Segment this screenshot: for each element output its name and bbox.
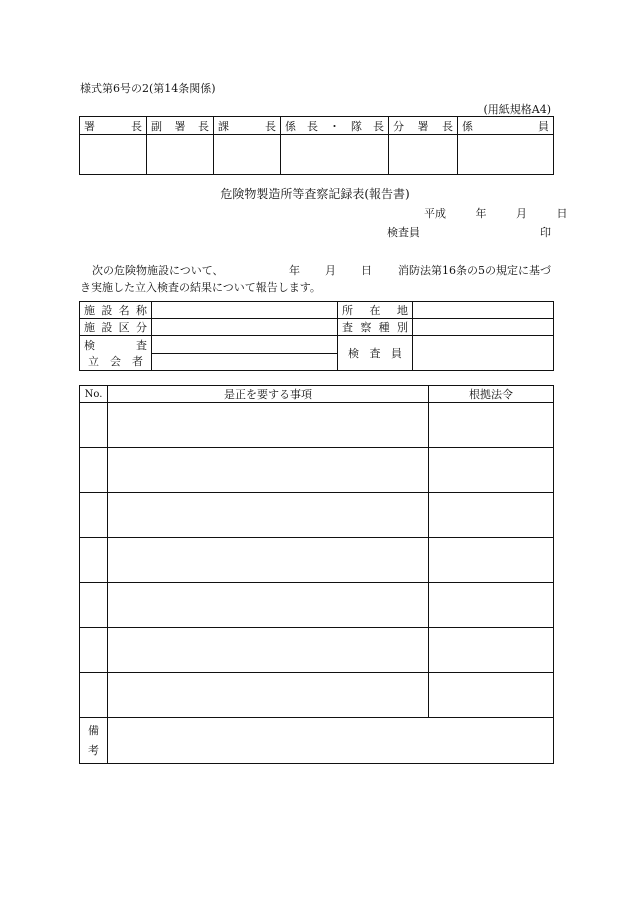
facility-category-char: 区 bbox=[118, 321, 130, 334]
facility-name-char: 名 bbox=[118, 304, 130, 317]
approval-box[interactable] bbox=[80, 135, 147, 175]
facility-name-char: 施 bbox=[84, 304, 95, 317]
witness-label bbox=[84, 337, 147, 369]
approval-header-char: 長 bbox=[198, 119, 209, 133]
approval-box[interactable] bbox=[281, 135, 389, 175]
finding-item-cell[interactable] bbox=[108, 448, 429, 493]
approval-header-char: 長 bbox=[265, 119, 276, 133]
approval-header-char: 副 bbox=[151, 119, 162, 133]
approval-header-char: 署 bbox=[84, 119, 95, 133]
approval-header-char: 長 bbox=[307, 119, 318, 133]
witness-char: 検 bbox=[84, 339, 95, 352]
finding-no-cell[interactable] bbox=[80, 493, 108, 538]
inspector-char: 検 bbox=[348, 347, 359, 360]
witness-char: 者 bbox=[132, 355, 143, 368]
col-item-header: 是正を要する事項 bbox=[108, 386, 429, 403]
finding-item-cell[interactable] bbox=[108, 538, 429, 583]
body-month[interactable]: 月 bbox=[325, 264, 336, 277]
table-row bbox=[80, 403, 554, 448]
inspector-char: 査 bbox=[369, 347, 381, 360]
form-number: 様式第6号の2(第14条関係) bbox=[80, 82, 216, 95]
approval-header-char: 長 bbox=[373, 119, 384, 133]
finding-law-cell[interactable] bbox=[429, 583, 554, 628]
approval-header-3 bbox=[214, 117, 281, 135]
body-line-1-a: 次の危険物施設について、 bbox=[92, 264, 224, 277]
body-day[interactable]: 日 bbox=[361, 264, 372, 277]
findings-table bbox=[79, 385, 554, 764]
finding-law-cell[interactable] bbox=[429, 448, 554, 493]
approval-header-char: 隊 bbox=[351, 119, 362, 133]
approval-header-char: 員 bbox=[538, 119, 549, 133]
remarks-field[interactable] bbox=[108, 718, 554, 764]
date-line bbox=[424, 205, 568, 221]
approval-box[interactable] bbox=[389, 135, 458, 175]
location-field[interactable] bbox=[413, 302, 554, 319]
approval-header-char: 署 bbox=[417, 119, 429, 133]
approval-box[interactable] bbox=[458, 135, 554, 175]
finding-law-cell[interactable] bbox=[429, 673, 554, 718]
table-row bbox=[80, 538, 554, 583]
finding-law-cell[interactable] bbox=[429, 403, 554, 448]
inspection-type-char: 察 bbox=[360, 321, 372, 334]
finding-item-cell[interactable] bbox=[108, 628, 429, 673]
finding-item-cell[interactable] bbox=[108, 493, 429, 538]
table-row bbox=[80, 673, 554, 718]
inspection-type-char: 種 bbox=[378, 321, 390, 334]
finding-no-cell[interactable] bbox=[80, 448, 108, 493]
finding-item-cell[interactable] bbox=[108, 403, 429, 448]
facility-name-label bbox=[84, 302, 147, 318]
location-char: 地 bbox=[397, 304, 408, 317]
approval-header-5 bbox=[389, 117, 458, 135]
location-label bbox=[342, 302, 408, 318]
approval-header-char: 長 bbox=[131, 119, 142, 133]
approval-header-char: 係 bbox=[462, 119, 473, 133]
table-row bbox=[80, 583, 554, 628]
inspection-type-char: 査 bbox=[342, 321, 353, 334]
location-char: 在 bbox=[369, 304, 381, 317]
location-char: 所 bbox=[342, 304, 353, 317]
col-no-header: No. bbox=[80, 386, 108, 403]
date-era: 平成 bbox=[424, 207, 446, 220]
facility-name-char: 称 bbox=[135, 304, 147, 317]
finding-no-cell[interactable] bbox=[80, 628, 108, 673]
finding-item-cell[interactable] bbox=[108, 673, 429, 718]
finding-item-cell[interactable] bbox=[108, 583, 429, 628]
date-day[interactable]: 日 bbox=[556, 207, 568, 220]
finding-no-cell[interactable] bbox=[80, 403, 108, 448]
facility-category-char: 設 bbox=[101, 321, 113, 334]
approval-header-2 bbox=[147, 117, 214, 135]
finding-no-cell[interactable] bbox=[80, 673, 108, 718]
finding-law-cell[interactable] bbox=[429, 493, 554, 538]
facility-category-char: 分 bbox=[135, 321, 147, 334]
seal-mark[interactable]: 印 bbox=[540, 226, 551, 239]
approval-header-6 bbox=[458, 117, 554, 135]
table-row bbox=[80, 628, 554, 673]
approval-header-char: 係 bbox=[285, 119, 296, 133]
witness-field-1[interactable] bbox=[152, 336, 338, 354]
inspector-label: 検査員 bbox=[387, 226, 420, 239]
finding-no-cell[interactable] bbox=[80, 538, 108, 583]
inspection-type-char: 別 bbox=[396, 321, 408, 334]
table-row bbox=[80, 448, 554, 493]
inspection-type-field[interactable] bbox=[413, 319, 554, 336]
witness-char: 会 bbox=[110, 355, 121, 368]
body-line-1-b: 消防法第16条の5の規定に基づ bbox=[398, 264, 551, 277]
approval-header-char: 分 bbox=[393, 119, 404, 133]
inspector-char: 員 bbox=[391, 347, 402, 360]
col-law-header: 根拠法令 bbox=[429, 386, 554, 403]
body-line-2: き実施した立入検査の結果について報告します。 bbox=[80, 281, 321, 294]
witness-char: 立 bbox=[88, 355, 99, 368]
inspector-label-cell bbox=[342, 345, 408, 361]
inspection-type-label bbox=[342, 319, 408, 335]
facility-category-char: 施 bbox=[84, 321, 95, 334]
document-title: 危険物製造所等査察記録表(報告書) bbox=[220, 187, 410, 201]
remarks-label: 備 考 bbox=[80, 718, 108, 764]
finding-law-cell[interactable] bbox=[429, 538, 554, 583]
finding-no-cell[interactable] bbox=[80, 583, 108, 628]
date-year[interactable]: 年 bbox=[475, 207, 487, 220]
approval-box[interactable] bbox=[214, 135, 281, 175]
approval-box[interactable] bbox=[147, 135, 214, 175]
table-row bbox=[80, 493, 554, 538]
facility-category-field[interactable] bbox=[152, 319, 338, 336]
inspector-field[interactable] bbox=[413, 336, 554, 371]
date-month[interactable]: 月 bbox=[516, 207, 527, 220]
approval-header-4 bbox=[281, 117, 389, 135]
facility-table bbox=[79, 301, 554, 371]
approval-header-char: 長 bbox=[442, 119, 453, 133]
approval-table bbox=[79, 116, 554, 175]
approval-header-1 bbox=[80, 117, 147, 135]
body-year[interactable]: 年 bbox=[289, 264, 300, 277]
approval-header-char: ・ bbox=[329, 119, 340, 133]
approval-header-char: 署 bbox=[174, 119, 186, 133]
finding-law-cell[interactable] bbox=[429, 628, 554, 673]
witness-field-2[interactable] bbox=[152, 353, 338, 371]
facility-category-label bbox=[84, 319, 147, 335]
paper-spec: (用紙規格A4) bbox=[483, 103, 551, 116]
facility-name-char: 設 bbox=[101, 304, 113, 317]
witness-char: 査 bbox=[136, 339, 147, 352]
approval-header-char: 課 bbox=[218, 119, 229, 133]
facility-name-field[interactable] bbox=[152, 302, 338, 319]
